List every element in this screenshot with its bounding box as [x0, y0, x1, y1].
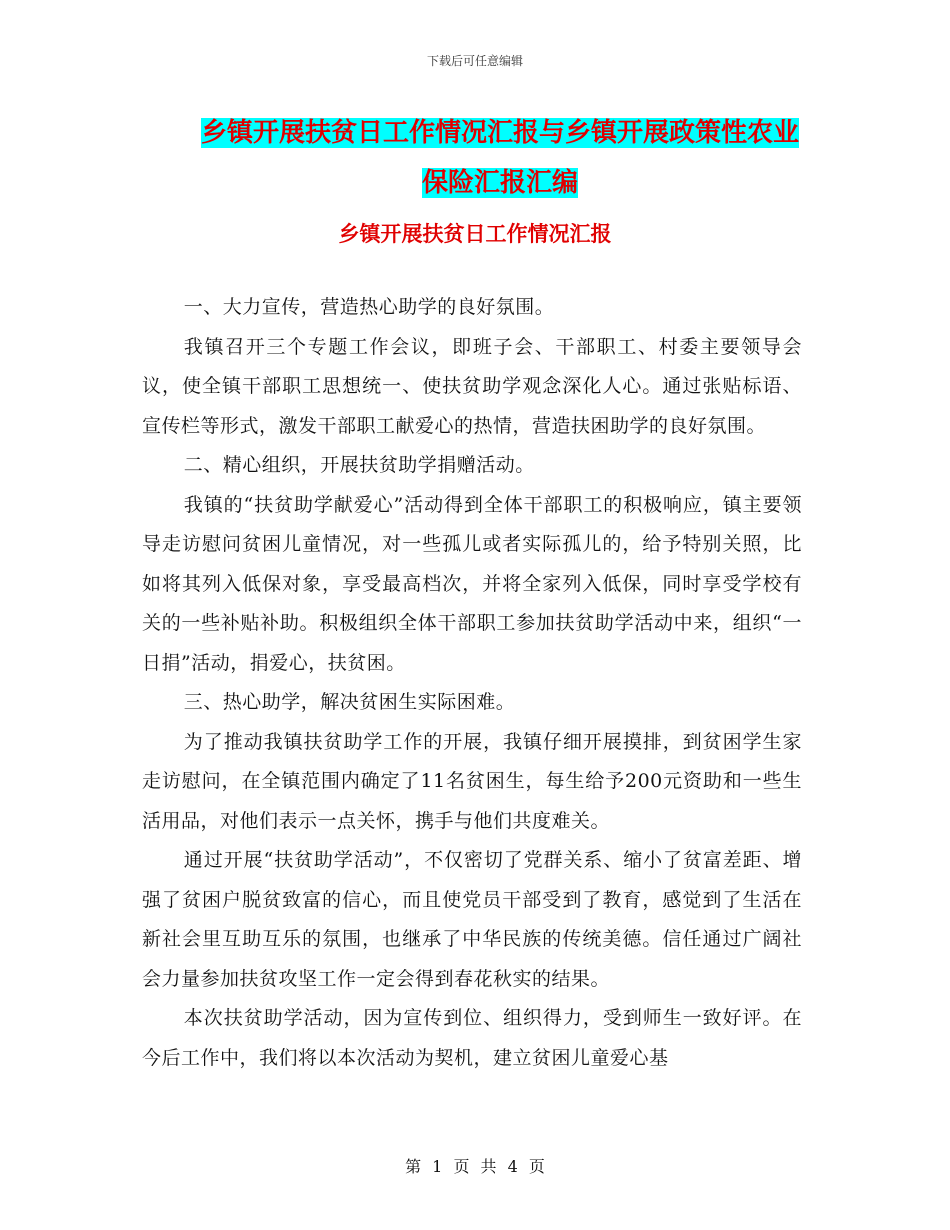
paragraph: 通过开展“扶贫助学活动”，不仅密切了党群关系、缩小了贫富差距、增强了贫困户脱贫致富的信心，而且使党员干部受到了教育，感觉到了生活在新社会里互助互乐的氛围，也继承了中华民族的传统美德。信任通过广阔社会力量参加扶贫攻坚工作一定会得到春花秋实的结果。	[142, 849, 802, 990]
paragraph: 二、精心组织，开展扶贫助学捐赠活动。	[183, 454, 535, 476]
paragraph: 本次扶贫助学活动，因为宣传到位、组织得力，受到师生一致好评。在今后工作中，我们将以本次活动为契机，建立贫困儿童爱心基	[142, 1007, 802, 1069]
body-text	[142, 288, 802, 1078]
title-line-1: 乡镇开展扶贫日工作情况汇报与乡镇开展政策性农业	[200, 118, 799, 148]
header-note: 下载后可任意编辑	[426, 54, 523, 68]
paragraph: 我镇召开三个专题工作会议，即班子会、干部职工、村委主要领导会议，使全镇干部职工思想统一、使扶贫助学观念深化人心。通过张贴标语、宣传栏等形式，激发干部职工献爱心的热情，营造扶困助学的良好氛围。	[142, 335, 802, 437]
paragraph: 我镇的“扶贫助学献爱心”活动得到全体干部职工的积极响应，镇主要领导走访慰问贫困儿童情况，对一些孤儿或者实际孤儿的，给予特别关照，比如将其列入低保对象，享受最高档次，并将全家列入低保，同时享受学校有关的一些补贴补助。积极组织全体干部职工参加扶贫助学活动中来，组织“一日捐”活动，捐爱心，扶贫困。	[142, 493, 802, 674]
title-line-2: 保险汇报汇编	[421, 168, 578, 198]
paragraph: 一、大力宣传，营造热心助学的良好氛围。	[183, 296, 555, 318]
paragraph: 为了推动我镇扶贫助学工作的开展，我镇仔细开展摸排，到贫困学生家走访慰问，在全镇范围内确定了11名贫困生，每生给予200元资助和一些生活用品，对他们表示一点关怀，携手与他们共度难关。	[142, 730, 802, 832]
document-title	[150, 108, 850, 208]
paragraph: 三、热心助学，解决贫困生实际困难。	[183, 691, 516, 713]
section-title: 乡镇开展扶贫日工作情况汇报	[338, 222, 612, 246]
page-footer: 第 1 页 共 4 页	[405, 1157, 545, 1176]
